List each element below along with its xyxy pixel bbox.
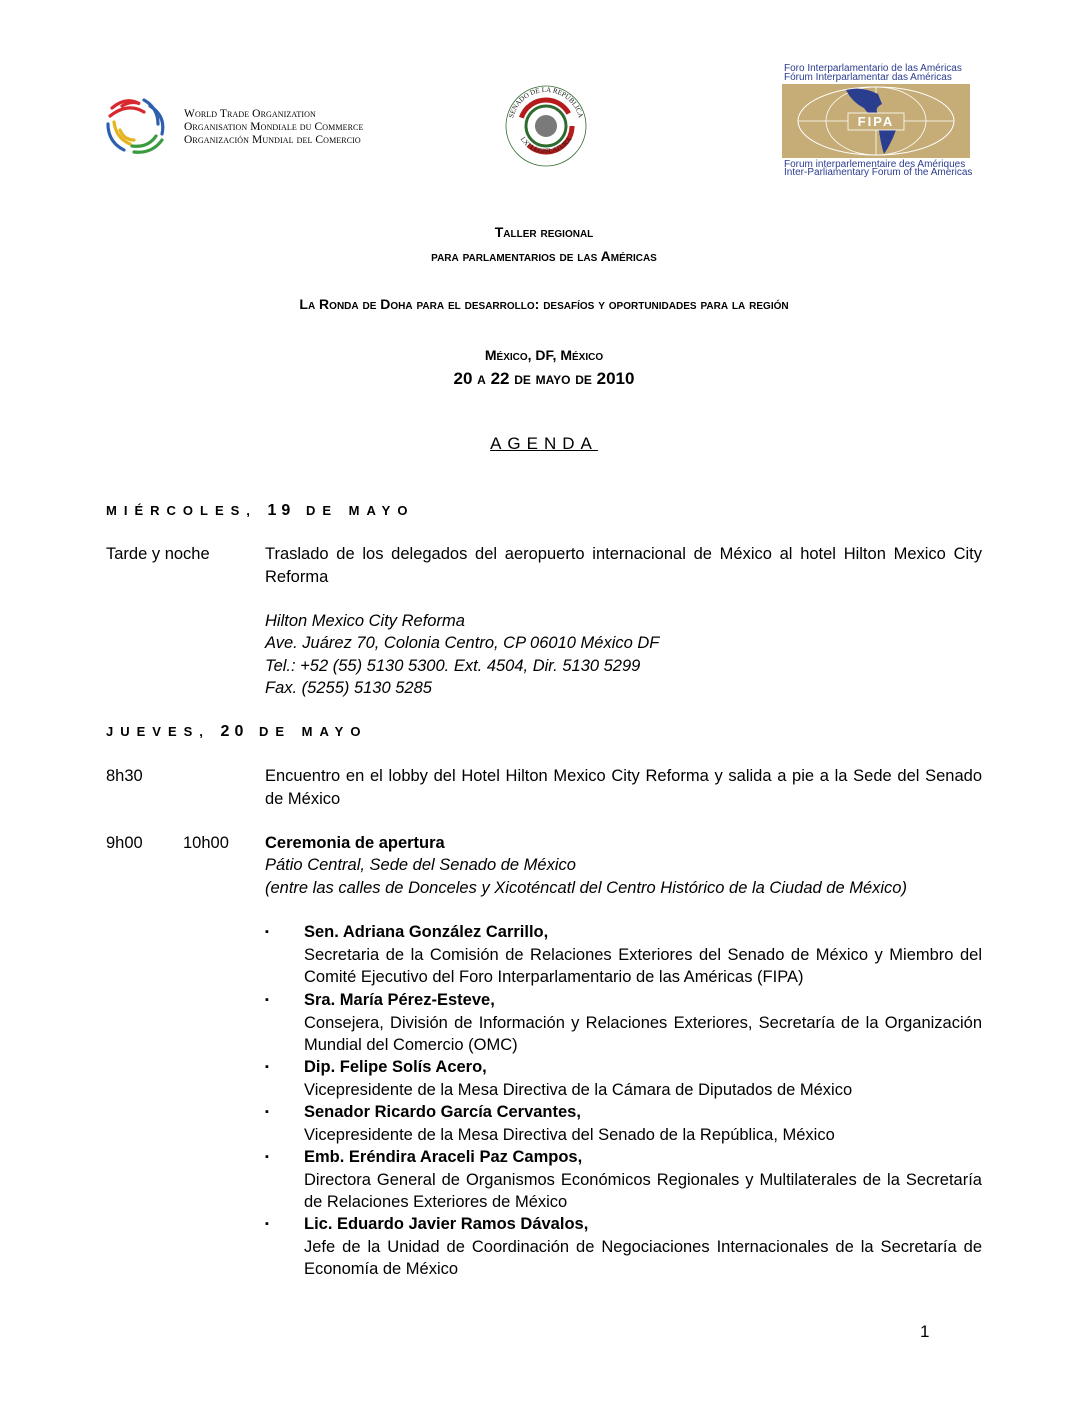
bullet-icon: ▪ [265, 1061, 269, 1073]
speaker-item [304, 1146, 982, 1214]
hotel-phone: Tel.: +52 (55) 5130 5300. Ext. 4504, Dir. 5130 5299 [265, 657, 641, 675]
speaker-name: Sra. María Pérez-Esteve, [304, 991, 495, 1009]
session-place-note: (entre las calles de Donceles y Xicoténcatl del Centro Histórico de la Ciudad de México) [265, 879, 907, 897]
senado-legislatura-text: LXI LEGISLATURA [518, 135, 574, 156]
speaker-item [304, 1056, 982, 1101]
senado-seal [502, 82, 590, 168]
speaker-role: Consejera, División de Información y Relaciones Exteriores, Secretaría de la Organización Mundial del Comercio (OMC) [304, 1013, 982, 1054]
bullet-icon: ▪ [265, 926, 269, 938]
fipa-emblem [782, 84, 970, 158]
hotel-address: Ave. Juárez 70, Colonia Centro, CP 06010 México DF [265, 634, 660, 652]
speaker-name: Senador Ricardo García Cervantes, [304, 1103, 581, 1121]
day-name: MIÉRCOLES, [106, 503, 257, 518]
speaker-role: Vicepresidente de la Mesa Directiva del Senado de la República, México [304, 1125, 835, 1144]
speaker-role: Directora General de Organismos Económicos Regionales y Multilaterales de la Secretaría de Relaciones Exteriores de México [304, 1170, 982, 1211]
speaker-item [304, 1213, 982, 1281]
speaker-name: Lic. Eduardo Javier Ramos Dávalos, [304, 1215, 589, 1233]
title-parlamentarios: para parlamentarios de las Américas [431, 248, 657, 264]
hotel-name: Hilton Mexico City Reforma [265, 612, 465, 630]
speaker-role: Vicepresidente de la Mesa Directiva de la Cámara de Diputados de México [304, 1080, 853, 1099]
bullet-icon: ▪ [265, 994, 269, 1006]
wto-name-fr: Organisation Mondiale du Commerce [184, 121, 364, 133]
bullet-icon: ▪ [265, 1218, 269, 1230]
fipa-name-fr: Forum interparlementaire des Amériques [784, 159, 966, 170]
page-number: 1 [920, 1322, 930, 1341]
speaker-name: Emb. Eréndira Araceli Paz Campos, [304, 1148, 583, 1166]
session-place: Pátio Central, Sede del Senado de México [265, 856, 576, 874]
desc-encuentro: Encuentro en el lobby del Hotel Hilton Mexico City Reforma y salida a pie a la Sede del Senado de México [265, 767, 982, 808]
wto-names [184, 108, 363, 147]
fipa-name-es: Foro Interparlamentario de las Américas [784, 63, 962, 74]
day-header-jueves [106, 723, 367, 741]
time-9h00: 9h00 [106, 834, 143, 852]
agenda-heading-text: AGENDA [490, 434, 598, 453]
speaker-item [304, 989, 982, 1057]
bullet-icon: ▪ [265, 1151, 269, 1163]
title-taller: Taller regional [494, 224, 594, 240]
session-title: Ceremonia de apertura [265, 834, 445, 852]
fipa-logo [782, 64, 972, 178]
bullet-icon: ▪ [265, 1106, 269, 1118]
speaker-name: Dip. Felipe Solís Acero, [304, 1058, 487, 1076]
time-tarde-noche: Tarde y noche [106, 545, 210, 563]
day-number: 19 [267, 502, 296, 519]
day-name: JUEVES, [106, 724, 210, 739]
day-number: 20 [220, 723, 249, 740]
wto-name-es: Organización Mundial del Comercio [184, 134, 361, 146]
fipa-name-pt: Fórum Interparlamentar das Américas [784, 72, 952, 83]
speaker-item [304, 921, 982, 989]
desc-traslado: Traslado de los delegados del aeropuerto internacional de México al hotel Hilton Mexico City Reforma [265, 545, 982, 586]
time-8h30: 8h30 [106, 767, 143, 785]
fipa-label: FIPA [857, 114, 895, 129]
senado-arc-text: SENADO DE LA REPÚBLICA [507, 85, 585, 119]
speaker-item [304, 1101, 982, 1146]
day-header-miercoles [106, 502, 414, 520]
wto-name-en: World Trade Organization [184, 108, 316, 120]
time-10h00: 10h00 [183, 834, 229, 852]
speaker-name: Sen. Adriana González Carrillo, [304, 923, 549, 941]
agenda-heading [0, 434, 1088, 454]
speaker-role: Secretaria de la Comisión de Relaciones Exteriores del Senado de México y Miembro del Comité Ejecutivo del Foro Interparlamentario de las Américas (FIPA) [304, 945, 982, 986]
day-month: DE MAYO [258, 724, 368, 739]
wto-logo [104, 94, 170, 158]
day-month: DE MAYO [305, 503, 415, 518]
fipa-name-en: Inter-Parliamentary Forum of the Americas [784, 167, 973, 178]
hotel-fax: Fax. (5255) 5130 5285 [265, 679, 432, 697]
title-ronda-doha: La Ronda de Doha para el desarrollo: desafíos y oportunidades para la región [299, 296, 789, 312]
speaker-role: Jefe de la Unidad de Coordinación de Negociaciones Internacionales de la Secretaría de Economía de México [304, 1237, 982, 1278]
title-location: México, DF, México [484, 347, 604, 363]
title-dates: 20 a 22 de mayo de 2010 [453, 369, 635, 388]
